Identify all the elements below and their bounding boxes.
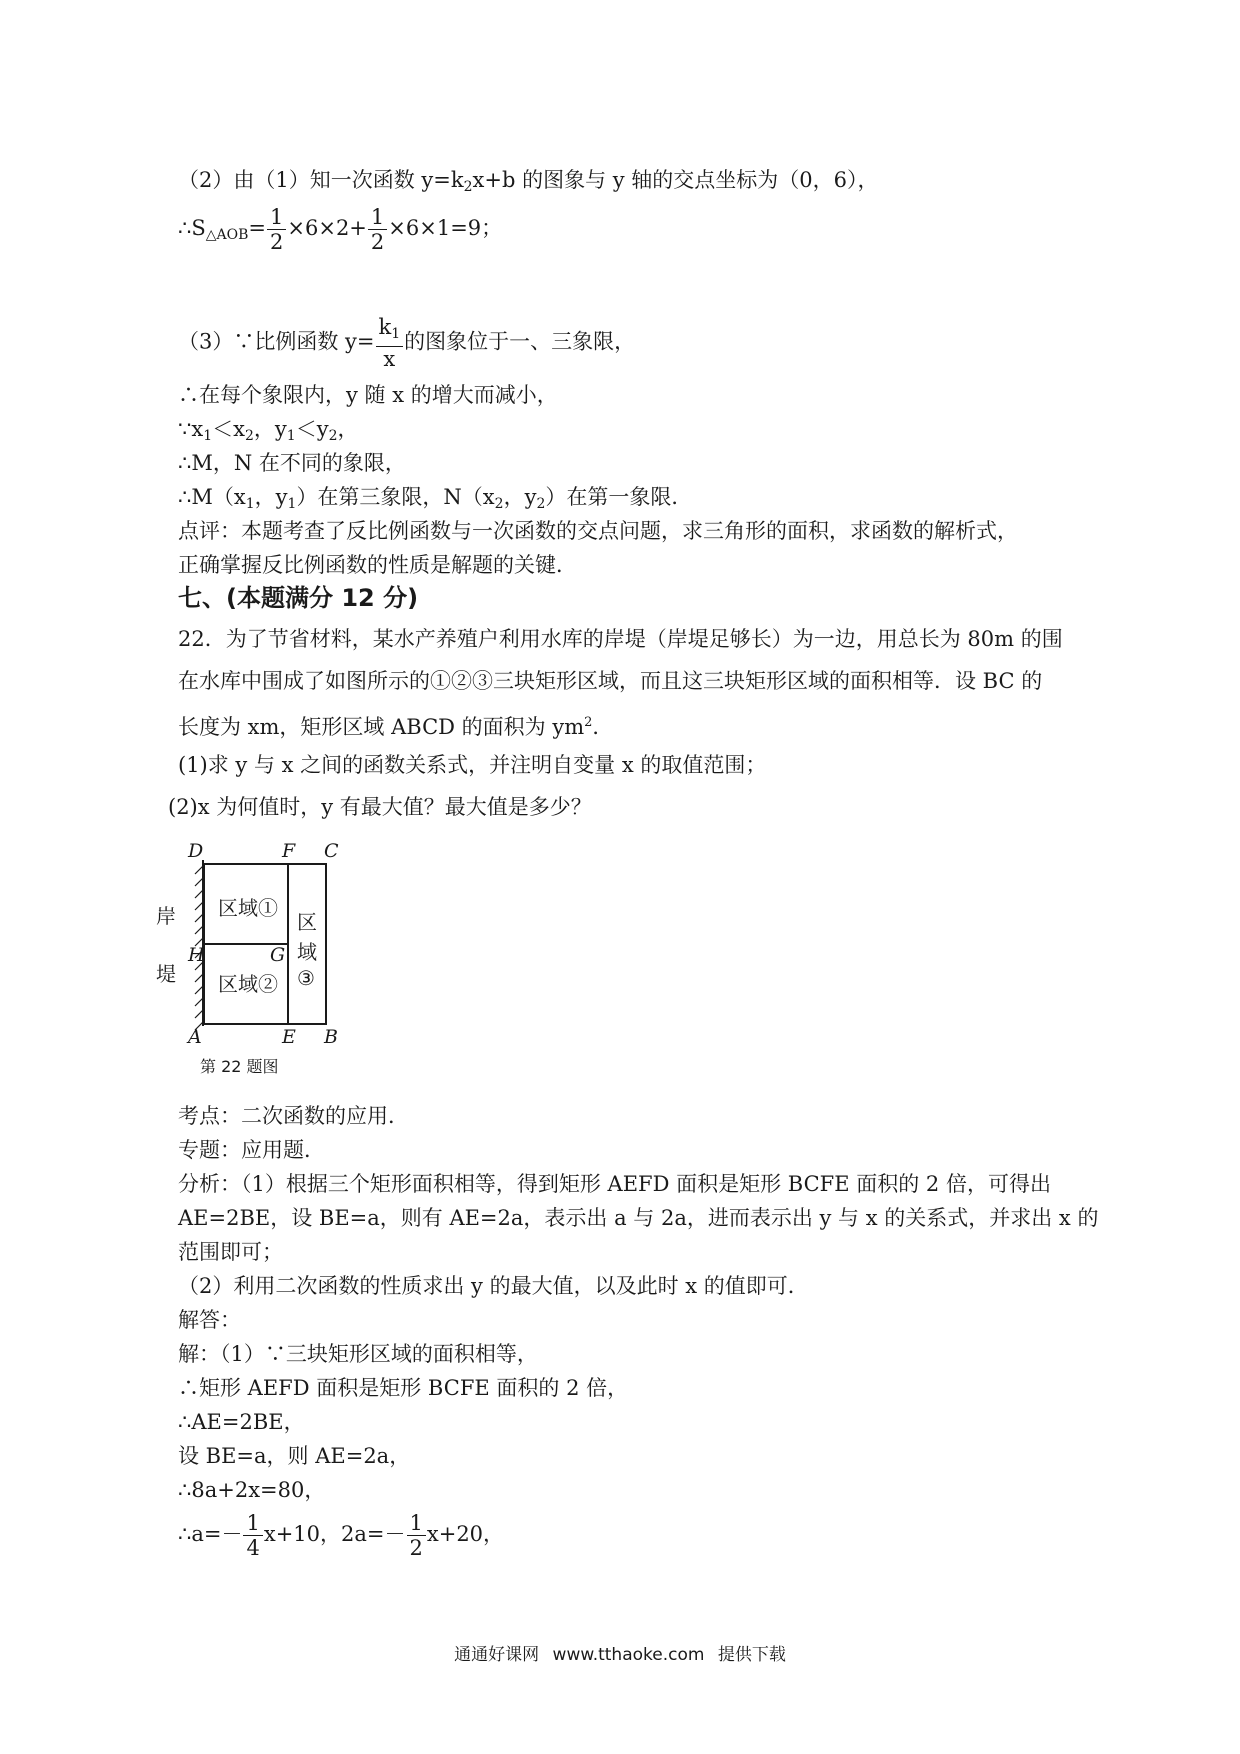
section-title: 七、(本题满分 12 分) [178, 584, 419, 612]
analysis-line4: （2）利用二次函数的性质求出 y 的最大值，以及此时 x 的值即可． [178, 1274, 809, 1298]
text: ∴S [178, 216, 206, 240]
zhuanti-line: 专题：应用题． [178, 1138, 325, 1162]
text: x+20， [426, 1522, 505, 1546]
region-3-label-a: 区 [297, 910, 317, 934]
subscript: 2 [463, 179, 473, 195]
text: ）在第三象限，N（x [296, 485, 495, 509]
text: ，y [503, 485, 537, 509]
point-label-c: C [324, 840, 339, 862]
subscript: 2 [244, 428, 254, 444]
text: k [378, 315, 392, 339]
denominator: x [383, 347, 396, 371]
region-2-label: 区域② [218, 972, 278, 996]
numerator: 1 [267, 205, 286, 230]
text: （3）∵比例函数 y= [178, 329, 375, 354]
kaodian-line: 考点：二次函数的应用． [178, 1104, 409, 1128]
answer-heading: 解答： [178, 1308, 241, 1332]
solution-line3: ∴AE=2BE， [178, 1410, 305, 1434]
footer-tail: 提供下载 [717, 1645, 786, 1665]
text: 的图象位于一、三象限， [404, 329, 636, 354]
region-3-label-c: ③ [297, 966, 315, 990]
solution-line4: 设 BE=a，则 AE=2a， [178, 1444, 411, 1468]
part2-area-formula [178, 205, 502, 254]
text: x+b 的图象与 y 轴的交点坐标为（0，6）， [472, 168, 879, 192]
text: ，y [253, 417, 287, 441]
fraction [407, 1511, 426, 1560]
text: ×6×2+ [287, 216, 367, 240]
point-label-g: G [270, 944, 286, 966]
text: ，y [254, 485, 288, 509]
fraction [368, 205, 387, 254]
bank-label-b: 堤 [156, 962, 176, 986]
fraction [267, 205, 286, 254]
solution-line5: ∴8a+2x=80， [178, 1478, 326, 1502]
subscript: 1 [286, 428, 296, 444]
question-line1: 22．为了节省材料，某水产养殖户利用水库的岸堤（岸堤足够长）为一边，用总长为 80m 的围 [178, 627, 1063, 651]
part3-line1 [178, 315, 635, 371]
analysis-line1: 分析：（1）根据三个矩形面积相等，得到矩形 AEFD 面积是矩形 BCFE 面积的 2 倍，可得出 [178, 1172, 1051, 1196]
denominator: 2 [270, 230, 284, 254]
subscript: 1 [287, 496, 297, 512]
text: ∴a=－ [178, 1522, 243, 1546]
footer-site-name: 通通好课网 [454, 1645, 540, 1665]
subscript: △AOB [205, 227, 249, 243]
point-label-f: F [282, 840, 296, 862]
region-3-label-b: 域 [297, 940, 317, 964]
superscript: 2 [584, 715, 593, 730]
numerator: 1 [243, 1511, 262, 1536]
denominator: 2 [370, 230, 385, 254]
question-line3 [178, 708, 613, 742]
numerator [376, 315, 404, 347]
numerator: 1 [368, 205, 387, 230]
text: ＜y [295, 417, 329, 441]
point-label-d: D [188, 840, 204, 862]
text: ×6×1=9； [388, 216, 503, 240]
subscript: 2 [494, 496, 504, 512]
part3-line3 [178, 414, 359, 451]
numerator: 1 [407, 1511, 426, 1536]
page-footer [0, 1640, 1240, 1665]
analysis-line3: 范围即可； [178, 1240, 283, 1264]
part3-line4: ∴M，N 在不同的象限， [178, 451, 406, 475]
text: （2）由（1）知一次函数 y=k [178, 168, 464, 192]
part3-line2: ∴在每个象限内，y 随 x 的增大而减小， [178, 383, 558, 407]
text: ＜x [212, 417, 245, 441]
region-1-label: 区域① [218, 896, 278, 920]
solution-line2: ∴矩形 AEFD 面积是矩形 BCFE 面积的 2 倍， [178, 1376, 629, 1400]
part3-line5 [178, 482, 692, 519]
fraction [376, 315, 404, 371]
point-label-b: B [324, 1026, 338, 1048]
subscript: 1 [391, 326, 401, 342]
text: ∴M（x [178, 485, 246, 509]
subquestion-2: (2)x 为何值时，y 有最大值？最大值是多少？ [168, 795, 592, 819]
solution-line6 [178, 1511, 504, 1560]
footer-site-link[interactable]: www.tthaoke.com [552, 1645, 705, 1665]
point-label-a: A [188, 1026, 202, 1048]
text: = [248, 216, 267, 240]
text: ）在第一象限． [545, 485, 693, 509]
text: ∵x [178, 417, 204, 441]
denominator: 2 [409, 1536, 423, 1560]
solution-line1: 解：（1）∵三块矩形区域的面积相等， [178, 1342, 538, 1366]
part2-line1 [178, 165, 879, 202]
analysis-line2: AE=2BE，设 BE=a，则有 AE=2a，表示出 a 与 2a，进而表示出 y 与 x 的关系式，并求出 x 的 [178, 1206, 1099, 1230]
point-label-e: E [282, 1026, 296, 1048]
bank-label-a: 岸 [156, 904, 176, 928]
subscript: 1 [203, 428, 213, 444]
text: x+10，2a=－ [263, 1522, 406, 1546]
point-label-h: H [188, 944, 205, 966]
fraction [243, 1511, 262, 1560]
text: 长度为 xm，矩形区域 ABCD 的面积为 ym [178, 715, 585, 739]
subquestion-1: (1)求 y 与 x 之间的函数关系式，并注明自变量 x 的取值范围； [178, 753, 767, 777]
subscript: 2 [328, 428, 338, 444]
comment-line2: 正确掌握反比例函数的性质是解题的关键． [178, 553, 577, 577]
comment-line1: 点评：本题考查了反比例函数与一次函数的交点问题，求三角形的面积，求函数的解析式， [178, 519, 1018, 543]
region-figure [158, 840, 358, 1080]
question-line2: 在水库中围成了如图所示的①②③三块矩形区域，而且这三块矩形区域的面积相等．设 BC 的 [178, 669, 1043, 693]
text: ， [337, 417, 359, 441]
figure-caption: 第 22 题图 [200, 1057, 279, 1076]
denominator: 4 [246, 1536, 260, 1560]
subscript: 2 [536, 496, 546, 512]
subscript: 1 [245, 496, 255, 512]
text: ． [592, 715, 614, 739]
